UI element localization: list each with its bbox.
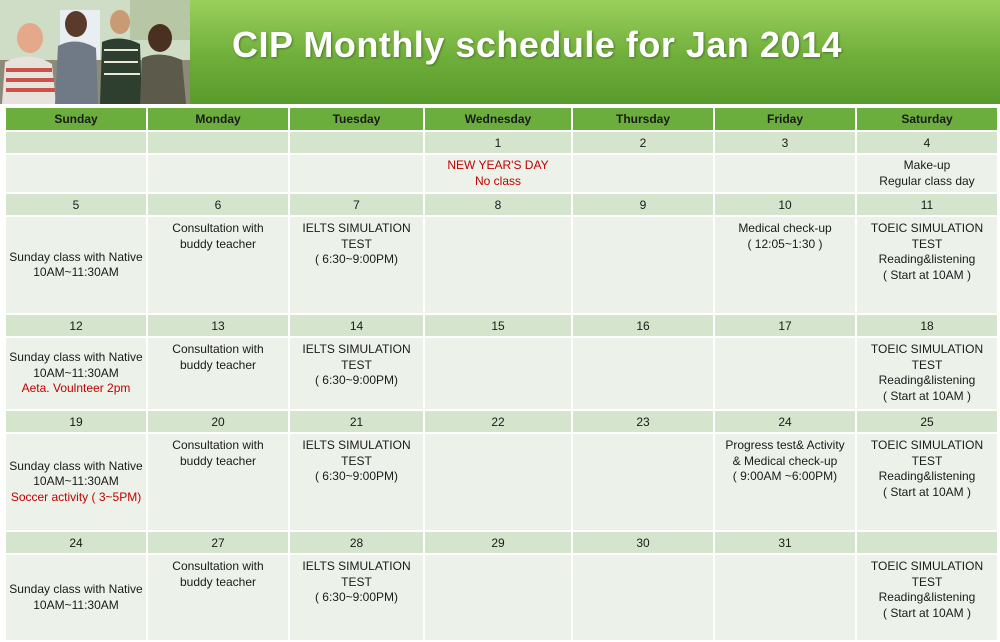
day-cell <box>6 338 146 409</box>
week-event-row <box>6 555 997 640</box>
day-number: 14 <box>290 315 423 336</box>
header-banner <box>0 0 1000 104</box>
event-text: TEST <box>911 236 943 251</box>
day-number <box>148 132 288 153</box>
event-text: ( Start at 10AM ) <box>882 267 972 282</box>
event-text: No class <box>474 173 521 188</box>
weekday-header-wednesday: Wednesday <box>425 108 571 130</box>
event-text: TOEIC SIMULATION <box>870 342 984 356</box>
calendar-body <box>6 132 997 640</box>
day-cell <box>715 434 855 530</box>
event-text: ( 6:30~9:00PM) <box>314 252 399 266</box>
day-number: 18 <box>857 315 997 336</box>
week-event-row <box>6 217 997 313</box>
event-text: buddy teacher <box>179 574 257 589</box>
week-date-row <box>6 411 997 432</box>
day-cell <box>6 217 146 313</box>
day-number: 10 <box>715 194 855 215</box>
day-number: 29 <box>425 532 571 553</box>
day-number: 6 <box>148 194 288 215</box>
event-text: Medical check-up <box>738 221 832 235</box>
day-cell <box>573 155 713 192</box>
day-cell <box>715 555 855 640</box>
event-text: TEST <box>341 453 372 468</box>
event-text: & Medical check-up <box>732 453 838 468</box>
day-number: 16 <box>573 315 713 336</box>
event-text: Regular class day <box>879 173 975 188</box>
day-number: 11 <box>857 194 997 215</box>
day-number <box>857 532 997 553</box>
event-text: TEST <box>911 357 943 372</box>
day-cell <box>6 555 146 640</box>
event-text: Consultation with <box>172 438 264 452</box>
event-text: TOEIC SIMULATION <box>870 221 984 235</box>
day-cell <box>290 555 423 640</box>
day-number: 12 <box>6 315 146 336</box>
day-cell <box>148 555 288 640</box>
day-cell <box>715 338 855 409</box>
event-text: Aeta. Voulnteer 2pm <box>21 381 131 396</box>
group-photo <box>0 0 190 104</box>
event-text: Sunday class with Native <box>9 249 143 264</box>
day-number: 17 <box>715 315 855 336</box>
event-text: Consultation with <box>172 342 264 356</box>
day-cell <box>148 434 288 530</box>
day-number: 28 <box>290 532 423 553</box>
event-text: IELTS SIMULATION <box>302 559 411 573</box>
weekday-header-friday: Friday <box>715 108 855 130</box>
day-cell <box>148 155 288 192</box>
day-cell <box>857 555 997 640</box>
day-cell <box>715 217 855 313</box>
day-number <box>290 132 423 153</box>
day-number: 8 <box>425 194 571 215</box>
page-title: CIP Monthly schedule for Jan 2014 <box>232 24 843 65</box>
day-number: 9 <box>573 194 713 215</box>
day-cell <box>148 217 288 313</box>
event-text: ( 6:30~9:00PM) <box>314 469 399 483</box>
day-number: 5 <box>6 194 146 215</box>
day-cell <box>290 155 423 192</box>
day-cell <box>573 338 713 409</box>
event-text: buddy teacher <box>179 453 257 468</box>
day-number: 31 <box>715 532 855 553</box>
event-text: IELTS SIMULATION <box>302 438 411 452</box>
day-cell <box>290 217 423 313</box>
event-text: IELTS SIMULATION <box>302 342 411 356</box>
event-text: ( 12:05~1:30 ) <box>747 236 823 251</box>
day-number: 4 <box>857 132 997 153</box>
day-number: 13 <box>148 315 288 336</box>
event-text: Consultation with <box>172 221 264 235</box>
day-number: 23 <box>573 411 713 432</box>
event-text: Reading&listening <box>878 373 976 387</box>
event-text: 10AM~11:30AM <box>33 365 119 380</box>
event-text: Reading&listening <box>878 252 976 266</box>
day-number: 19 <box>6 411 146 432</box>
day-number: 22 <box>425 411 571 432</box>
day-number: 15 <box>425 315 571 336</box>
week-event-row <box>6 338 997 409</box>
weekday-header-thursday: Thursday <box>573 108 713 130</box>
event-text: Sunday class with Native <box>9 458 143 473</box>
event-text: 10AM~11:30AM <box>33 474 119 489</box>
event-text: NEW YEAR'S DAY <box>447 158 549 172</box>
week-date-row <box>6 532 997 553</box>
day-cell <box>573 555 713 640</box>
day-number: 24 <box>715 411 855 432</box>
event-text: buddy teacher <box>179 357 257 372</box>
day-cell <box>425 338 571 409</box>
calendar-grid <box>4 106 999 642</box>
event-text: Sunday class with Native <box>9 350 143 365</box>
event-text: ( 9:00AM ~6:00PM) <box>732 469 838 483</box>
week-event-row <box>6 155 997 192</box>
day-cell <box>148 338 288 409</box>
day-cell <box>857 217 997 313</box>
day-number: 24 <box>6 532 146 553</box>
week-date-row <box>6 194 997 215</box>
event-text: TEST <box>911 574 943 589</box>
event-text: TOEIC SIMULATION <box>870 438 984 452</box>
event-text: TEST <box>341 574 372 589</box>
event-text: 10AM~11:30AM <box>33 597 119 612</box>
day-number: 3 <box>715 132 855 153</box>
day-number: 20 <box>148 411 288 432</box>
day-cell <box>6 434 146 530</box>
day-cell <box>425 434 571 530</box>
day-cell <box>425 155 571 192</box>
event-text: TEST <box>911 453 943 468</box>
event-text: Reading&listening <box>878 590 976 604</box>
day-number: 7 <box>290 194 423 215</box>
weekday-header-monday: Monday <box>148 108 288 130</box>
day-number: 30 <box>573 532 713 553</box>
day-number <box>6 132 146 153</box>
day-number: 25 <box>857 411 997 432</box>
day-cell <box>6 155 146 192</box>
event-text: Sunday class with Native <box>9 582 143 596</box>
day-cell <box>857 434 997 530</box>
day-cell <box>425 217 571 313</box>
weekday-header-sunday: Sunday <box>6 108 146 130</box>
event-text: Make-up <box>903 158 951 172</box>
day-number: 1 <box>425 132 571 153</box>
event-text: ( Start at 10AM ) <box>882 605 972 620</box>
event-text: buddy teacher <box>179 236 257 251</box>
day-cell <box>573 434 713 530</box>
event-text: Progress test& Activity <box>725 438 845 452</box>
week-date-row <box>6 315 997 336</box>
day-cell <box>425 555 571 640</box>
weekday-header-row <box>6 108 997 130</box>
day-number: 27 <box>148 532 288 553</box>
event-text: TEST <box>341 357 372 372</box>
day-cell <box>715 155 855 192</box>
event-text: Consultation with <box>172 559 264 573</box>
week-date-row <box>6 132 997 153</box>
day-cell <box>573 217 713 313</box>
day-number: 2 <box>573 132 713 153</box>
week-event-row <box>6 434 997 530</box>
event-text: ( 6:30~9:00PM) <box>314 373 399 387</box>
event-text: ( Start at 10AM ) <box>882 484 972 499</box>
day-cell <box>290 434 423 530</box>
event-text: IELTS SIMULATION <box>302 221 411 235</box>
event-text: TEST <box>341 236 372 251</box>
weekday-header-saturday: Saturday <box>857 108 997 130</box>
day-cell <box>290 338 423 409</box>
event-text: ( 6:30~9:00PM) <box>314 590 399 604</box>
day-cell <box>857 338 997 409</box>
people-photo-illustration <box>0 0 190 104</box>
day-cell <box>857 155 997 192</box>
event-text: ( Start at 10AM ) <box>882 388 972 403</box>
weekday-header-tuesday: Tuesday <box>290 108 423 130</box>
event-text: TOEIC SIMULATION <box>870 559 984 573</box>
day-number: 21 <box>290 411 423 432</box>
event-text: Soccer activity ( 3~5PM) <box>10 489 142 504</box>
event-text: Reading&listening <box>878 469 976 483</box>
event-text: 10AM~11:30AM <box>33 265 119 279</box>
